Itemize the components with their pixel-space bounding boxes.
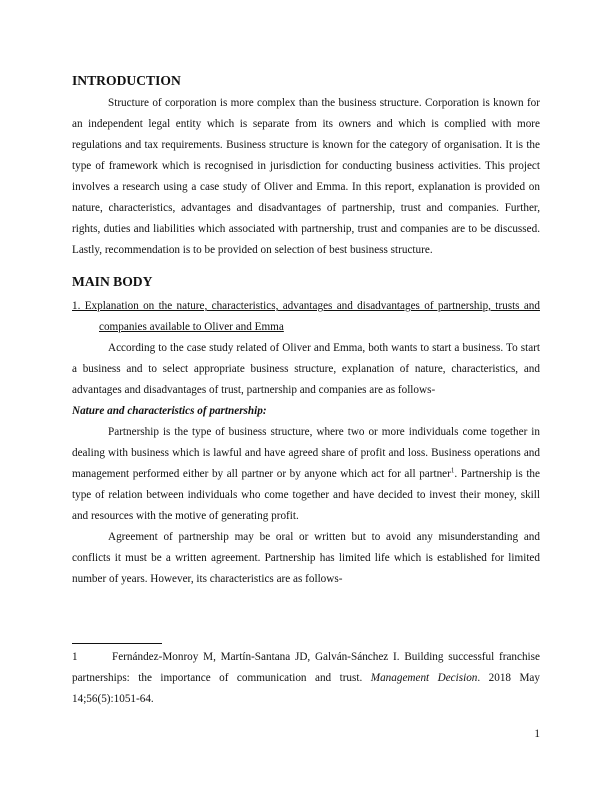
- page-number: 1: [534, 728, 540, 740]
- page-body: [72, 72, 540, 590]
- partnership-text-start: Partnership is the type of business structure, where two or more individuals come together in dealing with business which is lawful and have agreed share of profit and loss. Business operations and management performed either by all partner or by anyone which act for all partner: [72, 426, 540, 480]
- footnote: [72, 647, 540, 710]
- introduction-heading: INTRODUCTION: [72, 73, 181, 88]
- partnership-nature-heading: Nature and characteristics of partnership:: [72, 405, 267, 417]
- partnership-paragraph: [72, 422, 540, 527]
- partnership-text-end: . Partnership is the type of relation between individuals who come together and have decided to invest their money, skill and resources with the motive of generating profit.: [72, 468, 540, 522]
- footnote-journal: Management Decision: [370, 672, 478, 684]
- footnote-number: 1: [72, 651, 78, 663]
- section-1-paragraph: According to the case study related of Oliver and Emma, both wants to start a business. To start a business and to select appropriate business structure, explanation of nature, characteristics, and advantages and disadvantages of trust, partnership and companies are as follows-: [72, 342, 540, 396]
- agreement-paragraph: Agreement of partnership may be oral or written but to avoid any misunderstanding and conflicts it must be a written agreement. Partnership has limited life which is established for limited number of years. However, its characteristics are as follows-: [72, 531, 540, 585]
- footnote-text-start: Fernández-Monroy M, Martín-Santana JD, Galván-Sánchez I. Building successful franchise partnerships: the importance of communication and trust.: [72, 651, 540, 684]
- footnote-reference[interactable]: 1: [450, 466, 455, 475]
- introduction-paragraph: Structure of corporation is more complex than the business structure. Corporation is known for an independent legal entity which is separate from its owners and which is complied with more regulations and tax requirements. Business structure is known for the category of organisation. It is the type of framework which is recognised in jurisdiction for conducting business activities. This project involves a research using a case study of Oliver and Emma. In this report, explanation is provided on nature, characteristics, advantages and disadvantages of partnership, trust and companies. Further, rights, duties and liabilities which associated with partnership, trust and companies are to be discussed. Lastly, recommendation is to be provided on selection of best business structure.: [72, 97, 540, 256]
- footnote-separator: [72, 643, 162, 644]
- main-body-heading: MAIN BODY: [72, 274, 153, 289]
- section-1-title: 1. Explanation on the nature, characteristics, advantages and disadvantages of partnership, trusts and companies available to Oliver and Emma: [72, 300, 540, 333]
- footnote-text-end: . 2018 May 14;56(5):1051-64.: [72, 672, 540, 705]
